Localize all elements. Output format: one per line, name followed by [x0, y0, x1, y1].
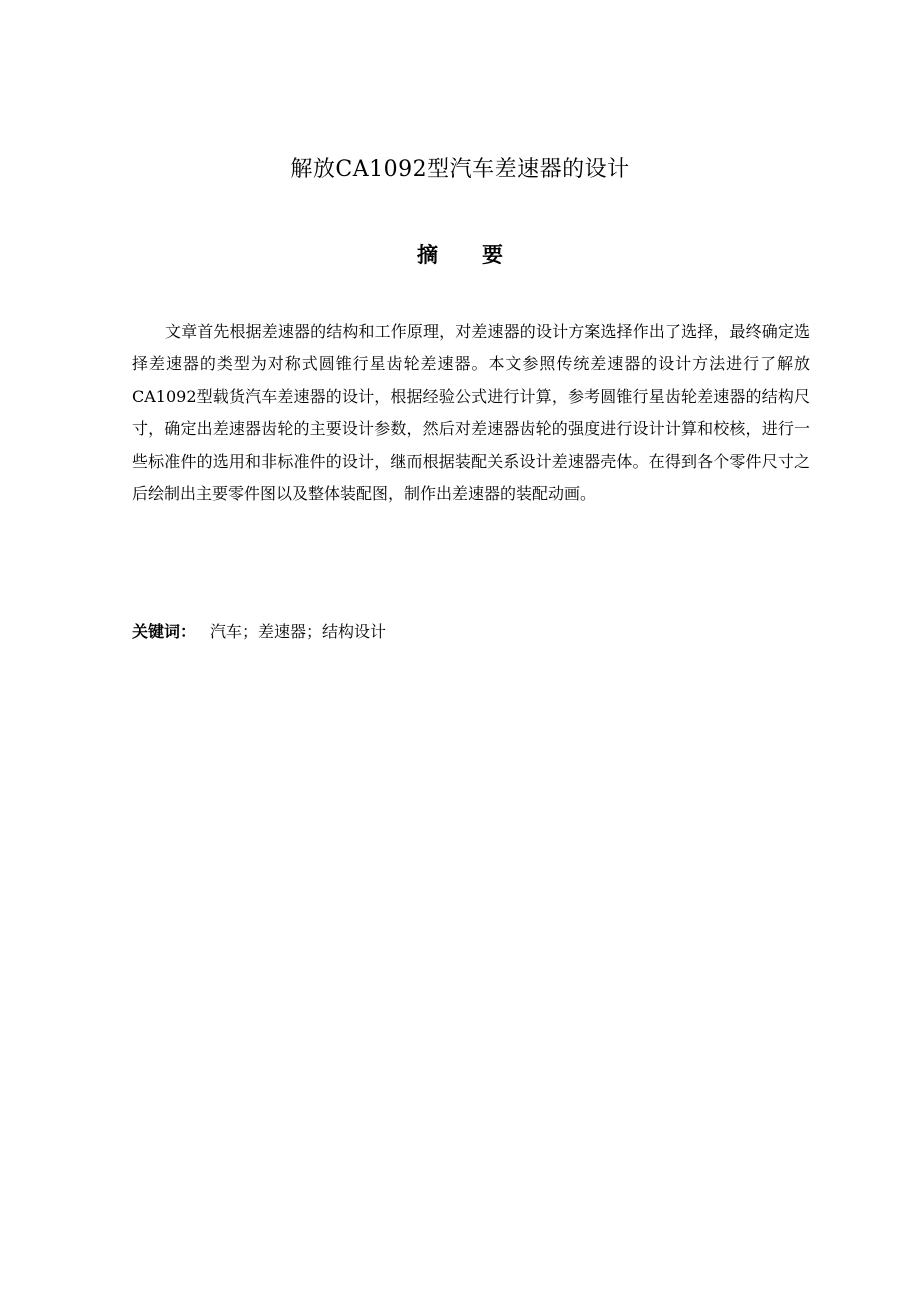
- keywords-line: [132, 618, 810, 646]
- keywords-value: 汽车；差速器；结构设计: [210, 622, 387, 641]
- abstract-heading-char-1: 摘: [417, 243, 438, 267]
- abstract-heading-char-2: 要: [482, 243, 503, 267]
- abstract-heading: [0, 240, 920, 270]
- keywords-label: 关键词：: [132, 622, 197, 641]
- abstract-body: 文章首先根据差速器的结构和工作原理，对差速器的设计方案选择作出了选择，最终确定选择差速器的类型为对称式圆锥行星齿轮差速器。本文参照传统差速器的设计方法进行了解放CA1092型载货汽车差速器的设计，根据经验公式进行计算，参考圆锥行星齿轮差速器的结构尺寸，确定出差速器齿轮的主要设计参数，然后对差速器齿轮的强度进行设计计算和校核，进行一些标准件的选用和非标准件的设计，继而根据装配关系设计差速器壳体。在得到各个零件尺寸之后绘制出主要零件图以及整体装配图，制作出差速器的装配动画。: [132, 322, 810, 504]
- document-title: 解放CA1092型汽车差速器的设计: [290, 157, 630, 182]
